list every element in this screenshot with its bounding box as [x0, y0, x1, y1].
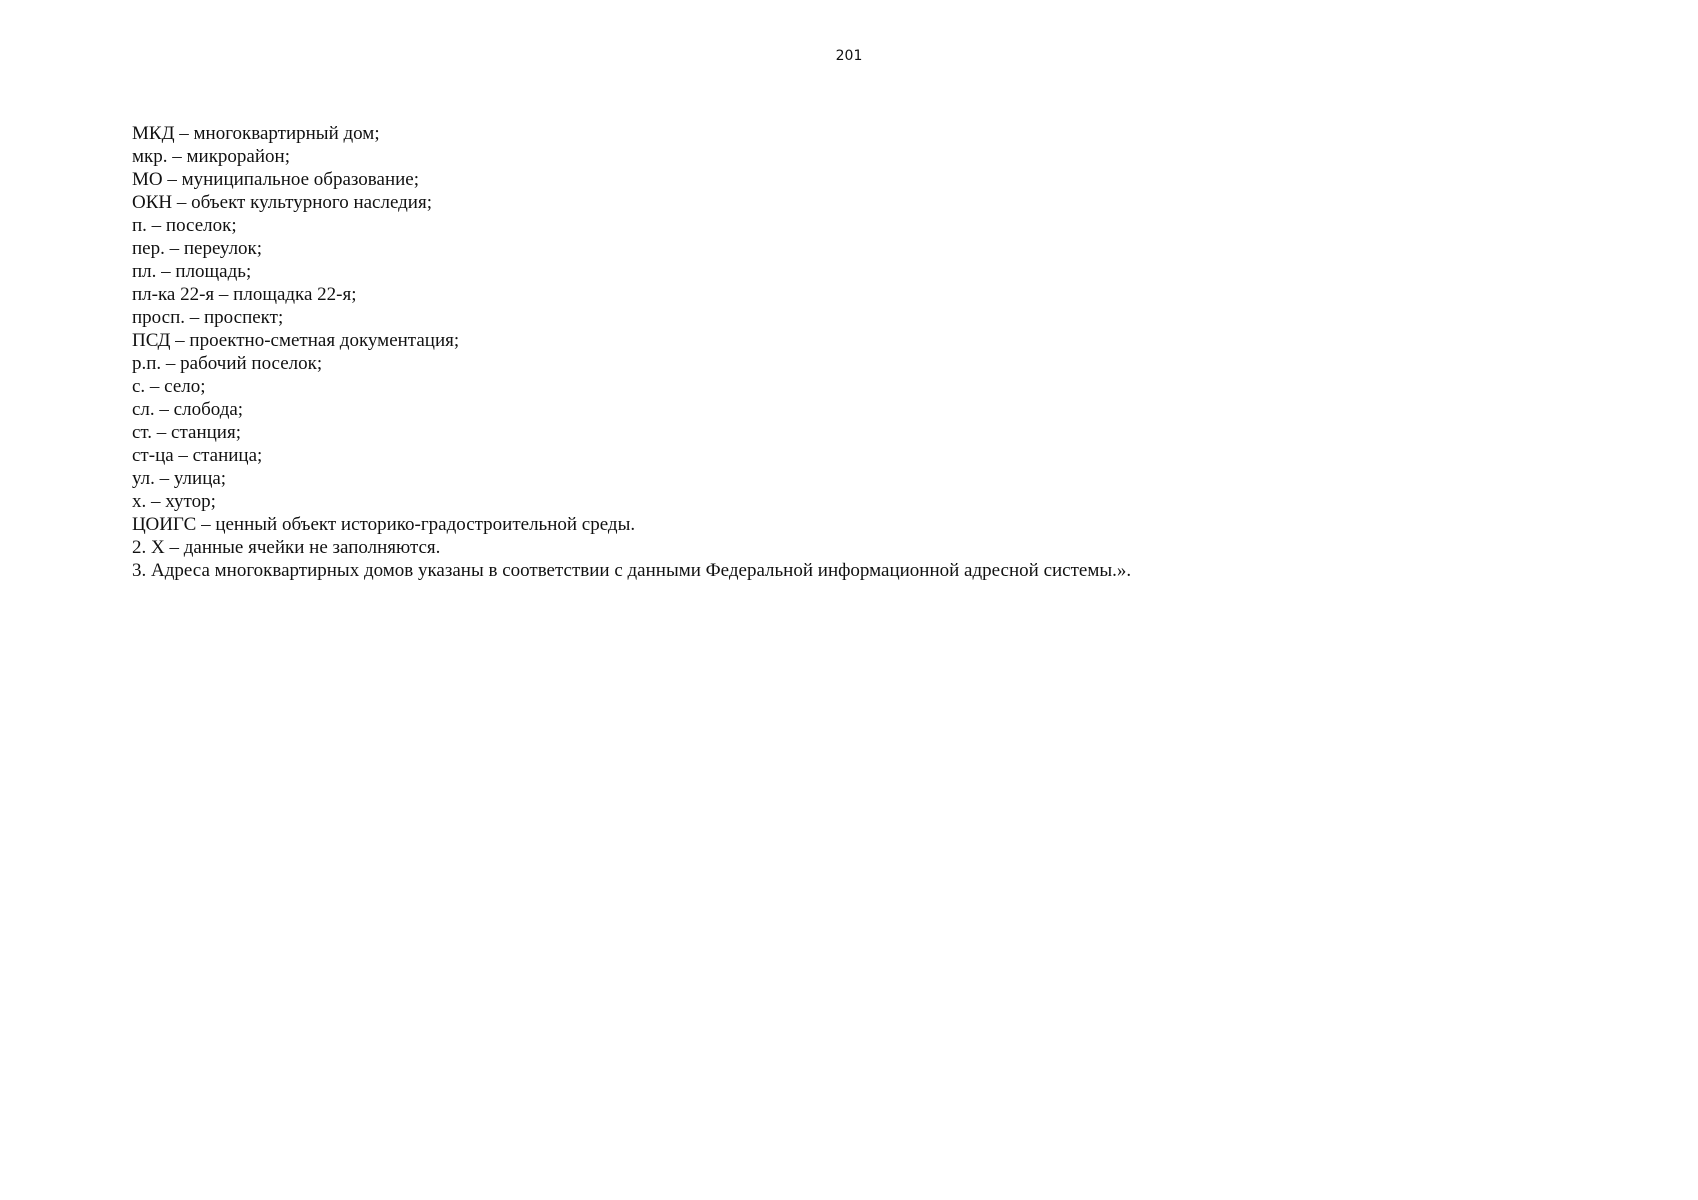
abbreviation-line: п. – поселок;	[132, 215, 237, 236]
note-line: 2. Х – данные ячейки не заполняются.	[132, 537, 441, 558]
abbreviation-line: пл. – площадь;	[132, 261, 252, 282]
abbreviation-line: мкр. – микрорайон;	[132, 146, 290, 167]
document-body	[132, 122, 1592, 582]
abbreviation-line: ст. – станция;	[132, 422, 241, 443]
abbreviation-line: пер. – переулок;	[132, 238, 263, 259]
abbreviation-line: МО – муниципальное образование;	[132, 169, 420, 190]
abbreviation-line: с. – село;	[132, 376, 206, 397]
abbreviation-line: ул. – улица;	[132, 468, 227, 489]
page-number: 201	[835, 48, 863, 64]
abbreviation-line: МКД – многоквартирный дом;	[132, 123, 380, 144]
abbreviation-line: пл-ка 22-я – площадка 22-я;	[132, 284, 357, 305]
note-line: 3. Адреса многоквартирных домов указаны в соответствии с данными Федеральной информационной адресной системы.».	[132, 560, 1132, 581]
abbreviation-line: ПСД – проектно-сметная документация;	[132, 330, 460, 351]
abbreviation-line: просп. – проспект;	[132, 307, 284, 328]
abbreviation-line: ОКН – объект культурного наследия;	[132, 192, 432, 213]
abbreviation-line: ст-ца – станица;	[132, 445, 263, 466]
abbreviation-line: х. – хутор;	[132, 491, 216, 512]
abbreviation-line: ЦОИГС – ценный объект историко-градостроительной среды.	[132, 514, 636, 535]
abbreviation-line: сл. – слобода;	[132, 399, 244, 420]
abbreviation-line: р.п. – рабочий поселок;	[132, 353, 323, 374]
